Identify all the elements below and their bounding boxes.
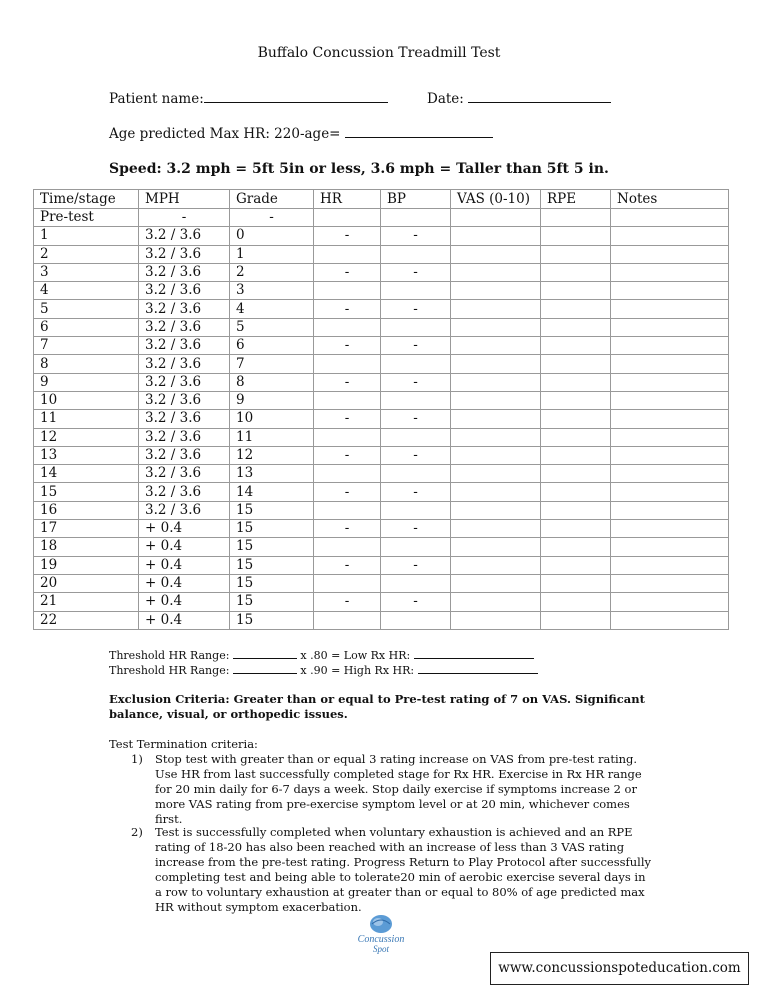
table-cell[interactable]	[451, 556, 541, 574]
table-cell: 8	[230, 373, 314, 391]
table-cell[interactable]	[451, 428, 541, 446]
table-header-row	[34, 190, 729, 209]
threshold-high-field[interactable]	[233, 673, 297, 674]
age-row	[109, 126, 493, 142]
table-cell[interactable]: -	[314, 446, 381, 464]
table-cell: 13	[230, 465, 314, 483]
table-cell: 9	[230, 391, 314, 409]
table-row	[34, 483, 729, 501]
table-cell: 3.2 / 3.6	[139, 501, 230, 519]
column-header: HR	[314, 190, 381, 209]
termination-heading: Test Termination criteria:	[109, 737, 258, 751]
column-header: VAS (0-10)	[451, 190, 541, 209]
table-row	[34, 227, 729, 245]
table-cell[interactable]	[381, 282, 451, 300]
table-cell: 4	[230, 300, 314, 318]
table-cell[interactable]	[541, 520, 611, 538]
table-cell: 3.2 / 3.6	[139, 373, 230, 391]
table-cell: 5	[34, 300, 139, 318]
table-cell: 15	[34, 483, 139, 501]
table-cell[interactable]	[611, 574, 729, 592]
table-row	[34, 245, 729, 263]
table-cell[interactable]	[314, 465, 381, 483]
threshold-label-low: Threshold HR Range:	[109, 649, 230, 662]
website-box[interactable]: www.concussionspoteducation.com	[490, 952, 749, 985]
table-row	[34, 337, 729, 355]
high-rx-label: x .90 = High Rx HR:	[300, 664, 415, 677]
brain-icon	[348, 910, 414, 956]
table-cell[interactable]: -	[381, 263, 451, 281]
table-cell[interactable]: -	[381, 337, 451, 355]
table-row	[34, 263, 729, 281]
table-cell: 6	[34, 318, 139, 336]
column-header: MPH	[139, 190, 230, 209]
low-rx-label: x .80 = Low Rx HR:	[300, 649, 411, 662]
table-cell[interactable]	[451, 520, 541, 538]
table-cell[interactable]: -	[381, 373, 451, 391]
table-row	[34, 538, 729, 556]
table-cell[interactable]	[314, 391, 381, 409]
table-cell: 3.2 / 3.6	[139, 282, 230, 300]
table-row	[34, 465, 729, 483]
table-cell[interactable]	[541, 391, 611, 409]
treadmill-table	[33, 189, 729, 630]
table-cell: 17	[34, 520, 139, 538]
table-cell[interactable]	[451, 300, 541, 318]
table-cell[interactable]	[451, 355, 541, 373]
table-cell[interactable]	[611, 227, 729, 245]
patient-name-label: Patient name:	[109, 91, 204, 107]
table-cell[interactable]	[541, 611, 611, 629]
table-cell[interactable]	[381, 245, 451, 263]
table-cell: 15	[230, 520, 314, 538]
table-cell: 3.2 / 3.6	[139, 446, 230, 464]
table-cell[interactable]	[451, 263, 541, 281]
table-cell[interactable]	[611, 501, 729, 519]
table-cell: 14	[230, 483, 314, 501]
date-label: Date:	[427, 91, 464, 107]
termination-item-number: 2)	[131, 825, 143, 839]
termination-item-2	[131, 825, 655, 915]
column-header: BP	[381, 190, 451, 209]
table-cell: 10	[230, 410, 314, 428]
table-cell[interactable]	[611, 483, 729, 501]
table-cell[interactable]	[541, 355, 611, 373]
table-cell: 9	[34, 373, 139, 391]
termination-item-text: Stop test with greater than or equal 3 rating increase on VAS from pre-test rating. Use HR from last successfully completed stage for Rx HR. Exercise in Rx HR range for 20 min daily for 6-7 days a week. Stop daily exercise if symptoms increase 2 or more VAS rating from pre-exercise symptom level or at 20 min, whichever comes first.	[155, 752, 642, 826]
table-cell[interactable]: -	[314, 483, 381, 501]
table-cell: 15	[230, 538, 314, 556]
table-cell: 2	[230, 263, 314, 281]
termination-item-1	[131, 752, 655, 827]
table-cell[interactable]	[611, 410, 729, 428]
table-cell[interactable]	[611, 318, 729, 336]
table-cell[interactable]	[541, 556, 611, 574]
table-cell[interactable]	[611, 593, 729, 611]
table-cell: -	[139, 209, 230, 227]
table-cell[interactable]: -	[314, 410, 381, 428]
table-cell[interactable]	[611, 373, 729, 391]
table-cell[interactable]	[314, 209, 381, 227]
table-cell: 10	[34, 391, 139, 409]
table-cell[interactable]	[314, 611, 381, 629]
table-cell[interactable]	[541, 501, 611, 519]
patient-name-row	[109, 91, 388, 107]
table-row	[34, 355, 729, 373]
table-cell[interactable]	[541, 209, 611, 227]
table-cell[interactable]	[611, 556, 729, 574]
table-cell[interactable]: -	[314, 373, 381, 391]
table-cell[interactable]: -	[381, 410, 451, 428]
table-row	[34, 318, 729, 336]
table-cell[interactable]	[611, 300, 729, 318]
table-row	[34, 556, 729, 574]
table-cell: 11	[34, 410, 139, 428]
concussion-spot-logo	[348, 910, 414, 956]
table-cell: 15	[230, 611, 314, 629]
table-row	[34, 446, 729, 464]
column-header: RPE	[541, 190, 611, 209]
table-cell[interactable]	[451, 446, 541, 464]
logo-line2: Spot	[372, 944, 390, 954]
table-cell: + 0.4	[139, 611, 230, 629]
table-cell: 7	[34, 337, 139, 355]
table-cell: + 0.4	[139, 520, 230, 538]
table-cell[interactable]	[611, 337, 729, 355]
table-cell[interactable]: -	[314, 520, 381, 538]
table-cell[interactable]	[451, 410, 541, 428]
table-cell[interactable]	[314, 318, 381, 336]
table-cell[interactable]	[451, 318, 541, 336]
table-cell: 3.2 / 3.6	[139, 300, 230, 318]
table-cell[interactable]	[611, 282, 729, 300]
table-cell: 15	[230, 556, 314, 574]
table-body	[34, 209, 729, 630]
table-cell[interactable]	[314, 574, 381, 592]
threshold-label-high: Threshold HR Range:	[109, 664, 230, 677]
table-cell[interactable]	[451, 611, 541, 629]
table-cell: 2	[34, 245, 139, 263]
table-cell: 3.2 / 3.6	[139, 428, 230, 446]
table-cell[interactable]	[381, 574, 451, 592]
low-rx-field[interactable]	[414, 658, 534, 659]
table-cell: 15	[230, 501, 314, 519]
table-cell[interactable]	[541, 538, 611, 556]
table-cell: 3.2 / 3.6	[139, 263, 230, 281]
threshold-row-low	[109, 649, 534, 662]
table-cell[interactable]	[541, 483, 611, 501]
table-cell[interactable]	[381, 428, 451, 446]
table-cell[interactable]	[611, 391, 729, 409]
table-cell: 12	[230, 446, 314, 464]
table-cell[interactable]	[611, 245, 729, 263]
table-cell[interactable]	[451, 465, 541, 483]
table-cell: Pre-test	[34, 209, 139, 227]
table-cell: + 0.4	[139, 556, 230, 574]
table-cell: 18	[34, 538, 139, 556]
table-cell[interactable]	[314, 428, 381, 446]
table-cell: 4	[34, 282, 139, 300]
table-cell: 20	[34, 574, 139, 592]
table-cell[interactable]	[314, 538, 381, 556]
table-cell[interactable]	[451, 337, 541, 355]
table-row	[34, 611, 729, 629]
table-cell[interactable]	[451, 574, 541, 592]
threshold-low-field[interactable]	[233, 658, 297, 659]
termination-item-number: 1)	[131, 752, 143, 766]
table-cell: 3.2 / 3.6	[139, 245, 230, 263]
table-cell[interactable]	[381, 391, 451, 409]
table-cell[interactable]	[314, 282, 381, 300]
table-cell: 1	[34, 227, 139, 245]
table-row	[34, 501, 729, 519]
table-cell: 22	[34, 611, 139, 629]
table-cell[interactable]	[381, 611, 451, 629]
table-cell[interactable]	[381, 538, 451, 556]
table-cell[interactable]: -	[314, 227, 381, 245]
table-cell[interactable]	[541, 373, 611, 391]
table-cell[interactable]: -	[314, 593, 381, 611]
table-cell[interactable]	[611, 520, 729, 538]
age-label: Age predicted Max HR: 220-age=	[109, 126, 341, 142]
table-cell[interactable]	[611, 446, 729, 464]
table-row	[34, 520, 729, 538]
exclusion-criteria: Exclusion Criteria: Greater than or equal to Pre-test rating of 7 on VAS. Significant balance, visual, or orthopedic issues.	[109, 692, 645, 721]
table-row	[34, 373, 729, 391]
table-cell: 3.2 / 3.6	[139, 355, 230, 373]
table-row	[34, 282, 729, 300]
table-cell[interactable]	[541, 282, 611, 300]
table-cell[interactable]	[541, 574, 611, 592]
table-cell[interactable]	[451, 483, 541, 501]
table-row	[34, 593, 729, 611]
table-row	[34, 300, 729, 318]
table-cell[interactable]	[541, 263, 611, 281]
table-cell[interactable]	[451, 282, 541, 300]
table-cell[interactable]	[541, 465, 611, 483]
table-cell: 15	[230, 574, 314, 592]
table-cell[interactable]	[314, 245, 381, 263]
table-cell: 3.2 / 3.6	[139, 318, 230, 336]
table-cell[interactable]	[611, 428, 729, 446]
table-cell[interactable]	[541, 245, 611, 263]
table-cell[interactable]: -	[381, 593, 451, 611]
table-cell[interactable]: -	[314, 337, 381, 355]
table-cell[interactable]	[541, 318, 611, 336]
table-cell: 16	[34, 501, 139, 519]
table-cell[interactable]	[314, 501, 381, 519]
table-cell: + 0.4	[139, 593, 230, 611]
table-cell[interactable]	[541, 446, 611, 464]
table-cell: 12	[34, 428, 139, 446]
table-cell[interactable]: -	[381, 556, 451, 574]
table-cell[interactable]	[451, 391, 541, 409]
high-rx-field[interactable]	[418, 673, 538, 674]
table-cell[interactable]	[451, 227, 541, 245]
table-cell[interactable]: -	[314, 300, 381, 318]
table-cell: 7	[230, 355, 314, 373]
table-cell[interactable]	[541, 428, 611, 446]
table-cell: 21	[34, 593, 139, 611]
table-cell[interactable]	[611, 465, 729, 483]
table-cell[interactable]	[314, 355, 381, 373]
table-cell: 5	[230, 318, 314, 336]
table-cell: 3.2 / 3.6	[139, 391, 230, 409]
table-cell[interactable]	[611, 355, 729, 373]
table-cell[interactable]: -	[381, 300, 451, 318]
table-row	[34, 410, 729, 428]
table-cell: 3.2 / 3.6	[139, 227, 230, 245]
table-cell[interactable]: -	[381, 483, 451, 501]
table-cell[interactable]	[381, 209, 451, 227]
table-cell: 6	[230, 337, 314, 355]
table-cell[interactable]	[381, 355, 451, 373]
column-header: Time/stage	[34, 190, 139, 209]
table-row	[34, 574, 729, 592]
date-row	[427, 91, 611, 107]
table-cell[interactable]	[451, 501, 541, 519]
table-cell[interactable]	[611, 263, 729, 281]
threshold-row-high	[109, 664, 538, 677]
table-cell: 13	[34, 446, 139, 464]
table-cell[interactable]	[611, 538, 729, 556]
table-cell[interactable]	[541, 410, 611, 428]
table-cell[interactable]	[541, 337, 611, 355]
patient-name-field[interactable]	[204, 102, 388, 103]
table-cell: 3.2 / 3.6	[139, 410, 230, 428]
age-field[interactable]	[345, 137, 493, 138]
table-cell: 19	[34, 556, 139, 574]
table-cell[interactable]	[381, 465, 451, 483]
table-cell[interactable]: -	[314, 556, 381, 574]
table-cell: 8	[34, 355, 139, 373]
table-row	[34, 428, 729, 446]
table-cell[interactable]	[451, 373, 541, 391]
table-cell[interactable]: -	[381, 446, 451, 464]
table-cell: 3.2 / 3.6	[139, 483, 230, 501]
table-cell: 3	[230, 282, 314, 300]
column-header: Notes	[611, 190, 729, 209]
table-cell: 11	[230, 428, 314, 446]
table-cell[interactable]	[451, 593, 541, 611]
page-title: Buffalo Concussion Treadmill Test	[257, 45, 501, 61]
table-cell: 3.2 / 3.6	[139, 337, 230, 355]
table-cell[interactable]: -	[314, 263, 381, 281]
speed-note: Speed: 3.2 mph = 5ft 5in or less, 3.6 mph = Taller than 5ft 5 in.	[109, 161, 609, 177]
table-cell[interactable]	[451, 209, 541, 227]
table-cell: -	[230, 209, 314, 227]
table-cell[interactable]	[541, 300, 611, 318]
table-cell[interactable]	[451, 538, 541, 556]
logo-line1: Concussion	[357, 934, 405, 945]
table-cell[interactable]	[611, 209, 729, 227]
table-cell[interactable]	[381, 318, 451, 336]
table-cell[interactable]	[611, 611, 729, 629]
table-cell: + 0.4	[139, 574, 230, 592]
table-cell[interactable]	[541, 227, 611, 245]
table-cell: 0	[230, 227, 314, 245]
table-row	[34, 209, 729, 227]
table-cell: 14	[34, 465, 139, 483]
table-cell[interactable]	[451, 245, 541, 263]
table-cell: + 0.4	[139, 538, 230, 556]
table-cell: 15	[230, 593, 314, 611]
table-cell[interactable]: -	[381, 227, 451, 245]
column-header: Grade	[230, 190, 314, 209]
termination-item-text: Test is successfully completed when voluntary exhaustion is achieved and an RPE rating of 18-20 has also been reached with an increase of less than 3 VAS rating increase from the pre-test rating. Progress Return to Play Protocol after successfully completing test and being able to tolerate20 min of aerobic exercise several days in a row to voluntary exhaustion at greater than or equal to 80% of age predicted max HR without symptom exacerbation.	[155, 825, 652, 914]
table-row	[34, 391, 729, 409]
table-cell[interactable]	[381, 501, 451, 519]
table-cell[interactable]: -	[381, 520, 451, 538]
table-cell: 3.2 / 3.6	[139, 465, 230, 483]
date-field[interactable]	[468, 102, 611, 103]
table-cell: 3	[34, 263, 139, 281]
table-cell[interactable]	[541, 593, 611, 611]
table-cell: 1	[230, 245, 314, 263]
